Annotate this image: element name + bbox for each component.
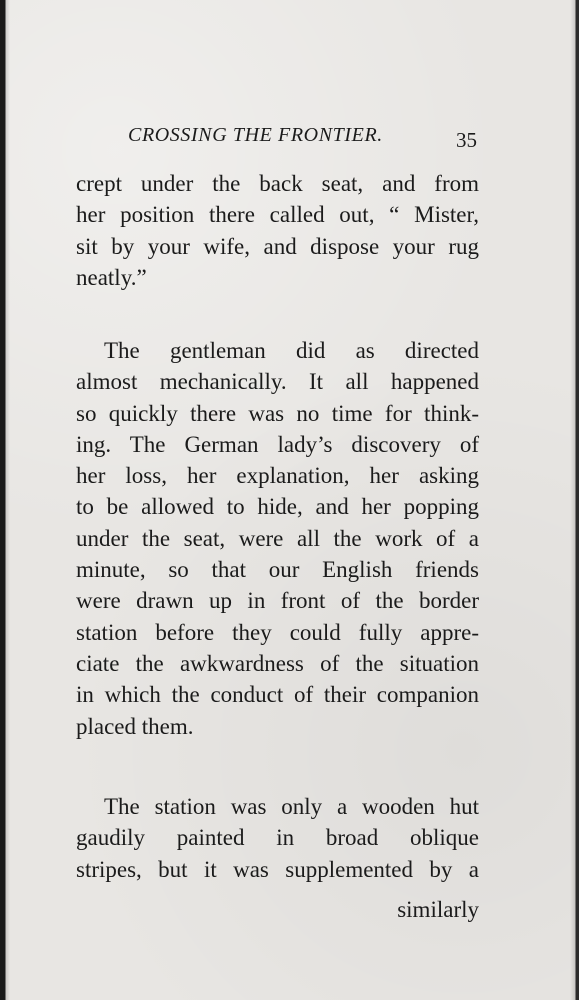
- text-line: ciate the awkwardness of the situation: [76, 650, 479, 676]
- paragraph-2: [76, 335, 479, 742]
- page-number: 35: [456, 128, 477, 152]
- text-line: minute, so that our English friends: [76, 557, 479, 583]
- text-line: under the seat, were all the work of a: [76, 525, 479, 551]
- text-line: neatly.”: [76, 264, 147, 290]
- text-line: The gentleman did as directed: [104, 338, 479, 363]
- text-line: in which the conduct of their companion: [76, 682, 479, 708]
- paragraph-3: [76, 791, 479, 885]
- text-line: sit by your wife, and dispose your rug: [76, 233, 479, 259]
- paragraph-1: [76, 168, 479, 293]
- text-line: ing. The German lady’s discovery of: [76, 431, 479, 457]
- running-title: CROSSING THE FRONTIER.: [128, 124, 383, 146]
- text-line: to be allowed to hide, and her popping: [76, 494, 479, 520]
- catchword: similarly: [397, 897, 479, 922]
- text-line: were drawn up in front of the border: [76, 588, 479, 614]
- text-line: so quickly there was no time for think-: [76, 400, 479, 426]
- text-line: The station was only a wooden hut: [104, 794, 479, 819]
- catchword-block: [76, 894, 479, 925]
- text-line: gaudily painted in broad oblique: [76, 825, 479, 851]
- text-line: her loss, her explanation, her asking: [76, 463, 479, 489]
- text-line: almost mechanically. It all happened: [76, 369, 479, 395]
- running-head: [0, 124, 579, 154]
- text-line: stripes, but it was supplemented by a: [76, 856, 479, 882]
- text-line: station before they could fully appre-: [76, 619, 479, 645]
- text-line: her position there called out, “ Mister,: [76, 202, 479, 228]
- text-line: placed them.: [76, 713, 194, 739]
- text-line: crept under the back seat, and from: [76, 171, 479, 196]
